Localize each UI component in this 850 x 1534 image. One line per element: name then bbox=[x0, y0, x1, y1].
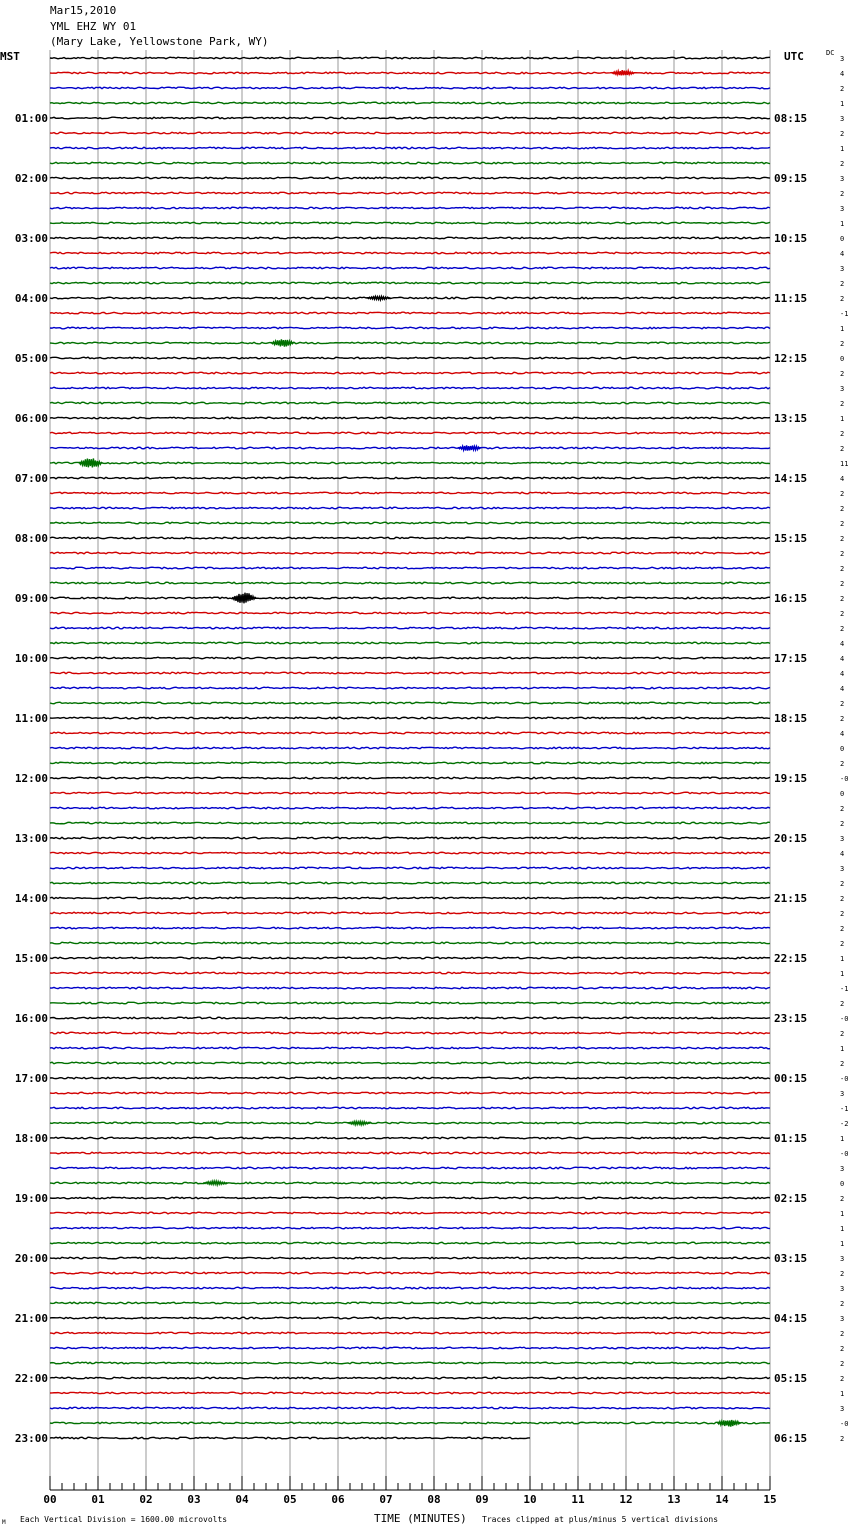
trace-line bbox=[50, 72, 770, 74]
utc-hour-label: 19:15 bbox=[774, 772, 808, 785]
dc-offset-value: 3 bbox=[840, 1405, 845, 1413]
dc-offset-value: -0 bbox=[840, 1420, 849, 1428]
seismic-event bbox=[347, 1121, 371, 1124]
right-timezone-label: UTC bbox=[784, 50, 804, 63]
trace-line bbox=[50, 477, 770, 479]
dc-offset-value: 2 bbox=[840, 910, 845, 918]
trace-line bbox=[50, 717, 770, 719]
mst-hour-label: 23:00 bbox=[14, 1432, 48, 1445]
dc-offset-value: 2 bbox=[840, 1270, 845, 1278]
trace-line bbox=[50, 1362, 770, 1364]
x-tick-label: 10 bbox=[523, 1493, 537, 1506]
dc-offset-value: 2 bbox=[840, 85, 845, 93]
trace-line bbox=[50, 897, 770, 899]
x-tick-label: 15 bbox=[763, 1493, 777, 1506]
utc-hour-label: 00:15 bbox=[774, 1072, 808, 1085]
dc-offset-value: 1 bbox=[840, 1045, 845, 1053]
dc-offset-value: 4 bbox=[840, 70, 845, 78]
utc-hour-label: 14:15 bbox=[774, 472, 808, 485]
dc-offset-value: 1 bbox=[840, 220, 845, 228]
trace-line bbox=[50, 1377, 770, 1379]
trace-line bbox=[50, 267, 770, 269]
trace-line bbox=[50, 1002, 770, 1004]
mst-hour-label: 06:00 bbox=[14, 412, 48, 425]
trace-line bbox=[50, 177, 770, 179]
seismic-event bbox=[270, 339, 294, 346]
trace-line bbox=[50, 432, 770, 434]
dc-offset-value: 2 bbox=[840, 895, 845, 903]
trace-line bbox=[50, 207, 770, 209]
utc-hour-label: 17:15 bbox=[774, 652, 808, 665]
minute-gridlines bbox=[50, 50, 770, 1490]
dc-offset-value: 4 bbox=[840, 685, 845, 693]
mst-hour-label: 09:00 bbox=[14, 592, 48, 605]
dc-offset-value: 2 bbox=[840, 430, 845, 438]
dc-offset-value: 3 bbox=[840, 1090, 845, 1098]
dc-offset-value: 2 bbox=[840, 535, 845, 543]
corner-mark: M bbox=[2, 1519, 6, 1526]
mst-hour-label: 18:00 bbox=[14, 1132, 48, 1145]
dc-offset-value: 2 bbox=[840, 565, 845, 573]
trace-line bbox=[50, 732, 770, 734]
dc-offset-value: 1 bbox=[840, 325, 845, 333]
dc-offset-value: 1 bbox=[840, 1225, 845, 1233]
dc-offset-value: 2 bbox=[840, 280, 845, 288]
trace-line bbox=[50, 1122, 770, 1124]
trace-line bbox=[50, 672, 770, 674]
mst-hour-label: 10:00 bbox=[14, 652, 48, 665]
dc-offset-value: 1 bbox=[840, 1210, 845, 1218]
dc-offset-value: 2 bbox=[840, 1000, 845, 1008]
dc-offset-value: 2 bbox=[840, 1030, 845, 1038]
trace-line bbox=[50, 1167, 770, 1169]
x-tick-label: 03 bbox=[187, 1493, 201, 1506]
dc-offset-value: 4 bbox=[840, 850, 845, 858]
dc-offset-value: -0 bbox=[840, 1075, 849, 1083]
dc-offset-value: 2 bbox=[840, 820, 845, 828]
dc-offset-value: 3 bbox=[840, 1255, 845, 1263]
x-tick-label: 05 bbox=[283, 1493, 297, 1506]
dc-offset-value: 2 bbox=[840, 1060, 845, 1068]
trace-line bbox=[50, 552, 770, 554]
utc-hour-label: 22:15 bbox=[774, 952, 808, 965]
utc-hour-label: 05:15 bbox=[774, 1372, 808, 1385]
trace-line bbox=[50, 1422, 770, 1424]
utc-hour-label: 08:15 bbox=[774, 112, 808, 125]
x-tick-label: 02 bbox=[139, 1493, 153, 1506]
trace-line bbox=[50, 57, 770, 59]
trace-line bbox=[50, 192, 770, 194]
vertical-scale-note: Each Vertical Division = 1600.00 microvolts bbox=[20, 1515, 228, 1524]
trace-line bbox=[50, 582, 770, 584]
trace-line bbox=[50, 297, 770, 299]
dc-offset-value: 4 bbox=[840, 475, 845, 483]
dc-offset-value: 2 bbox=[840, 715, 845, 723]
dc-offset-value: 2 bbox=[840, 940, 845, 948]
dc-offset-value: 2 bbox=[840, 880, 845, 888]
trace-line bbox=[50, 1062, 770, 1064]
x-tick-label: 07 bbox=[379, 1493, 393, 1506]
mst-hour-label: 21:00 bbox=[14, 1312, 48, 1325]
trace-line bbox=[50, 1317, 770, 1319]
mst-hour-label: 20:00 bbox=[14, 1252, 48, 1265]
utc-hour-label: 12:15 bbox=[774, 352, 808, 365]
trace-line bbox=[50, 102, 770, 104]
trace-line bbox=[50, 1227, 770, 1229]
dc-offset-value: 2 bbox=[840, 1330, 845, 1338]
trace-line bbox=[50, 1197, 770, 1199]
trace-line bbox=[50, 342, 770, 344]
dc-offset-value: 0 bbox=[840, 1180, 845, 1188]
dc-offset-value: 2 bbox=[840, 520, 845, 528]
trace-line bbox=[50, 612, 770, 614]
trace-line bbox=[50, 387, 770, 389]
trace-line bbox=[50, 597, 770, 599]
dc-offset-value: 3 bbox=[840, 1285, 845, 1293]
trace-line bbox=[50, 252, 770, 254]
dc-offset-value: 11 bbox=[840, 460, 849, 468]
utc-hour-label: 02:15 bbox=[774, 1192, 808, 1205]
trace-line bbox=[50, 1242, 770, 1244]
seismic-event bbox=[717, 1420, 741, 1427]
dc-offset-value: 4 bbox=[840, 250, 845, 258]
dc-offset-value: 2 bbox=[840, 700, 845, 708]
trace-line bbox=[50, 162, 770, 164]
seismic-event bbox=[366, 296, 390, 299]
dc-offset-value: -0 bbox=[840, 1150, 849, 1158]
trace-line bbox=[50, 927, 770, 929]
trace-line bbox=[50, 747, 770, 749]
dc-offset-value: 0 bbox=[840, 790, 845, 798]
dc-offset-value: 2 bbox=[840, 805, 845, 813]
clip-note: Traces clipped at plus/minus 5 vertical divisions bbox=[482, 1515, 719, 1524]
trace-line bbox=[50, 372, 770, 374]
plot-date: Mar15,2010 bbox=[50, 4, 117, 17]
dc-offset-header: DC bbox=[826, 49, 835, 57]
x-tick-label: 13 bbox=[667, 1493, 681, 1506]
trace-line bbox=[50, 417, 770, 419]
trace-line bbox=[50, 642, 770, 644]
dc-offset-value: -0 bbox=[840, 775, 849, 783]
trace-line bbox=[50, 1092, 770, 1094]
x-tick-label: 09 bbox=[475, 1493, 489, 1506]
dc-offset-value: 2 bbox=[840, 400, 845, 408]
dc-offset-value: 2 bbox=[840, 340, 845, 348]
mst-hour-label: 11:00 bbox=[14, 712, 48, 725]
mst-hour-label: 17:00 bbox=[14, 1072, 48, 1085]
dc-offset-value: 1 bbox=[840, 1240, 845, 1248]
dc-offset-value: 2 bbox=[840, 595, 845, 603]
utc-hour-label: 18:15 bbox=[774, 712, 808, 725]
dc-offset-value: -0 bbox=[840, 1015, 849, 1023]
utc-hour-label: 09:15 bbox=[774, 172, 808, 185]
trace-line bbox=[50, 1302, 770, 1304]
dc-offset-value: 2 bbox=[840, 1375, 845, 1383]
utc-hour-label: 06:15 bbox=[774, 1432, 808, 1445]
dc-offset-value: 2 bbox=[840, 1435, 845, 1443]
trace-line bbox=[50, 1332, 770, 1334]
trace-line bbox=[50, 1107, 770, 1109]
dc-offset-value: 4 bbox=[840, 640, 845, 648]
left-timezone-label: MST bbox=[0, 50, 20, 63]
dc-offset-value: -1 bbox=[840, 1105, 849, 1113]
trace-line bbox=[50, 702, 770, 704]
trace-line bbox=[50, 507, 770, 509]
mst-hour-label: 19:00 bbox=[14, 1192, 48, 1205]
dc-offset-value: 2 bbox=[840, 190, 845, 198]
dc-offset-value: 3 bbox=[840, 835, 845, 843]
dc-offset-value: 2 bbox=[840, 1300, 845, 1308]
dc-offset-value: 3 bbox=[840, 205, 845, 213]
trace-line bbox=[50, 1017, 770, 1019]
trace-line bbox=[50, 282, 770, 284]
trace-line bbox=[50, 1392, 770, 1394]
trace-line bbox=[50, 627, 770, 629]
seismic-traces bbox=[50, 57, 770, 1439]
mst-hour-label: 14:00 bbox=[14, 892, 48, 905]
dc-offset-value: 2 bbox=[840, 1360, 845, 1368]
dc-offset-value: 1 bbox=[840, 1390, 845, 1398]
trace-line bbox=[50, 957, 770, 959]
dc-offset-value: 4 bbox=[840, 655, 845, 663]
dc-offset-value: 0 bbox=[840, 745, 845, 753]
trace-line bbox=[50, 1137, 770, 1139]
dc-offset-value: 2 bbox=[840, 490, 845, 498]
trace-line bbox=[50, 1032, 770, 1034]
dc-offset-value: 1 bbox=[840, 970, 845, 978]
dc-offset-value: 2 bbox=[840, 445, 845, 453]
utc-hour-label: 11:15 bbox=[774, 292, 808, 305]
mst-hour-label: 08:00 bbox=[14, 532, 48, 545]
mst-hour-label: 03:00 bbox=[14, 232, 48, 245]
dc-offset-value: 3 bbox=[840, 115, 845, 123]
trace-line bbox=[50, 867, 770, 869]
dc-offset-value: 3 bbox=[840, 865, 845, 873]
dc-offset-value: 2 bbox=[840, 370, 845, 378]
dc-offset-value: 3 bbox=[840, 1315, 845, 1323]
trace-line bbox=[50, 537, 770, 539]
trace-line bbox=[50, 987, 770, 989]
station-location: (Mary Lake, Yellowstone Park, WY) bbox=[50, 35, 269, 48]
dc-offset-value: 1 bbox=[840, 415, 845, 423]
dc-offset-value: 2 bbox=[840, 160, 845, 168]
trace-line bbox=[50, 237, 770, 239]
utc-hour-label: 13:15 bbox=[774, 412, 808, 425]
trace-line bbox=[50, 942, 770, 944]
trace-line bbox=[50, 567, 770, 569]
mst-hour-label: 07:00 bbox=[14, 472, 48, 485]
dc-offset-value: -1 bbox=[840, 985, 849, 993]
mst-hour-label: 04:00 bbox=[14, 292, 48, 305]
x-axis-label: TIME (MINUTES) bbox=[374, 1512, 467, 1525]
trace-line bbox=[50, 852, 770, 854]
seismic-event bbox=[611, 70, 635, 75]
seismic-event bbox=[203, 1181, 227, 1185]
utc-hour-label: 21:15 bbox=[774, 892, 808, 905]
dc-offset-value: 2 bbox=[840, 760, 845, 768]
mst-hour-label: 01:00 bbox=[14, 112, 48, 125]
trace-line bbox=[50, 522, 770, 524]
utc-hour-label: 01:15 bbox=[774, 1132, 808, 1145]
trace-line bbox=[50, 837, 770, 839]
dc-offset-value: 2 bbox=[840, 625, 845, 633]
mst-hour-label: 15:00 bbox=[14, 952, 48, 965]
trace-line bbox=[50, 762, 770, 764]
trace-line bbox=[50, 1347, 770, 1349]
trace-line bbox=[50, 1407, 770, 1409]
dc-offset-value: 0 bbox=[840, 355, 845, 363]
trace-line bbox=[50, 777, 770, 779]
trace-line bbox=[50, 882, 770, 884]
trace-line bbox=[50, 312, 770, 314]
x-tick-label: 01 bbox=[91, 1493, 105, 1506]
dc-offset-value: 2 bbox=[840, 610, 845, 618]
trace-line bbox=[50, 1212, 770, 1214]
seismic-event bbox=[232, 593, 256, 604]
utc-hour-label: 04:15 bbox=[774, 1312, 808, 1325]
trace-line bbox=[50, 807, 770, 809]
dc-offset-value: 1 bbox=[840, 1135, 845, 1143]
dc-offset-value: 1 bbox=[840, 955, 845, 963]
mst-hour-label: 16:00 bbox=[14, 1012, 48, 1025]
trace-line bbox=[50, 402, 770, 404]
seismic-event bbox=[458, 445, 482, 450]
trace-line bbox=[50, 87, 770, 89]
utc-hour-label: 03:15 bbox=[774, 1252, 808, 1265]
trace-line bbox=[50, 1152, 770, 1154]
trace-line bbox=[50, 132, 770, 134]
seismic-event bbox=[78, 458, 102, 467]
dc-offset-value: -1 bbox=[840, 310, 849, 318]
dc-offset-value: 2 bbox=[840, 550, 845, 558]
trace-line bbox=[50, 822, 770, 824]
x-tick-label: 06 bbox=[331, 1493, 345, 1506]
mst-hour-label: 13:00 bbox=[14, 832, 48, 845]
trace-line bbox=[50, 357, 770, 359]
x-tick-label: 11 bbox=[571, 1493, 585, 1506]
trace-line bbox=[50, 972, 770, 974]
x-tick-label: 12 bbox=[619, 1493, 633, 1506]
x-tick-label: 14 bbox=[715, 1493, 729, 1506]
trace-line bbox=[50, 147, 770, 149]
dc-offset-value: 4 bbox=[840, 730, 845, 738]
trace-line bbox=[50, 1077, 770, 1079]
dc-offset-value: 3 bbox=[840, 385, 845, 393]
trace-line bbox=[50, 1257, 770, 1259]
station-code: YML EHZ WY 01 bbox=[50, 20, 137, 33]
dc-offset-value: 0 bbox=[840, 235, 845, 243]
dc-offset-value: 2 bbox=[840, 925, 845, 933]
trace-line bbox=[50, 1047, 770, 1049]
trace-line bbox=[50, 912, 770, 914]
dc-offset-value: -2 bbox=[840, 1120, 849, 1128]
utc-hour-label: 15:15 bbox=[774, 532, 808, 545]
dc-offset-value: 2 bbox=[840, 130, 845, 138]
dc-offset-value: 1 bbox=[840, 100, 845, 108]
utc-hour-label: 23:15 bbox=[774, 1012, 808, 1025]
dc-offset-value: 2 bbox=[840, 505, 845, 513]
dc-offset-value: 3 bbox=[840, 265, 845, 273]
dc-offset-value: 2 bbox=[840, 1195, 845, 1203]
trace-line bbox=[50, 687, 770, 689]
dc-offset-value: 3 bbox=[840, 175, 845, 183]
dc-offset-value: 3 bbox=[840, 1165, 845, 1173]
dc-offset-value: 2 bbox=[840, 580, 845, 588]
dc-offset-value: 3 bbox=[840, 55, 845, 63]
dc-offset-value: 4 bbox=[840, 670, 845, 678]
trace-line bbox=[50, 117, 770, 119]
trace-line bbox=[50, 1272, 770, 1274]
mst-hour-label: 02:00 bbox=[14, 172, 48, 185]
trace-line bbox=[50, 327, 770, 329]
trace-line bbox=[50, 462, 770, 464]
trace-line bbox=[50, 492, 770, 494]
trace-line bbox=[50, 657, 770, 659]
dc-offset-value: 2 bbox=[840, 1345, 845, 1353]
mst-hour-label: 22:00 bbox=[14, 1372, 48, 1385]
dc-offset-value: 1 bbox=[840, 145, 845, 153]
x-tick-label: 04 bbox=[235, 1493, 249, 1506]
dc-offset-value: 2 bbox=[840, 295, 845, 303]
x-tick-label: 00 bbox=[43, 1493, 57, 1506]
mst-hour-label: 12:00 bbox=[14, 772, 48, 785]
trace-line bbox=[50, 447, 770, 449]
trace-line bbox=[50, 1287, 770, 1289]
utc-hour-label: 10:15 bbox=[774, 232, 808, 245]
trace-line bbox=[50, 222, 770, 224]
trace-line bbox=[50, 1182, 770, 1184]
x-tick-label: 08 bbox=[427, 1493, 441, 1506]
trace-line bbox=[50, 792, 770, 794]
utc-hour-label: 20:15 bbox=[774, 832, 808, 845]
mst-hour-label: 05:00 bbox=[14, 352, 48, 365]
utc-hour-label: 16:15 bbox=[774, 592, 808, 605]
